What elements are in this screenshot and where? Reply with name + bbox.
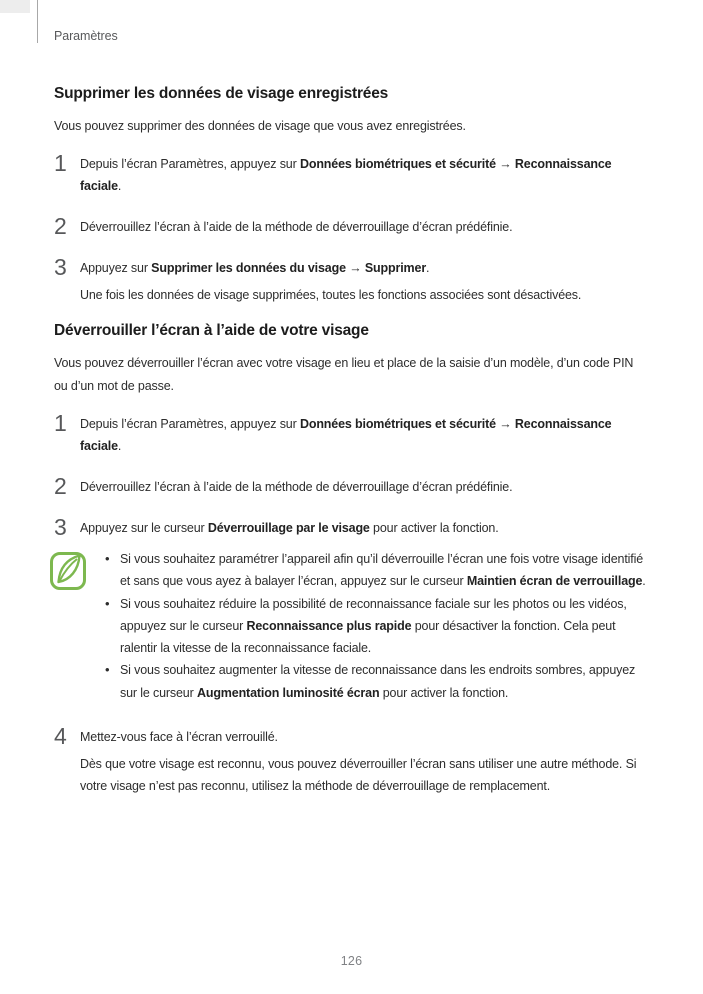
section-title: Supprimer les données de visage enregistrées bbox=[54, 85, 389, 102]
section-unlock-with-face bbox=[54, 321, 648, 797]
step-body bbox=[80, 214, 648, 238]
bullet-dot: • bbox=[105, 595, 110, 611]
step-body bbox=[80, 151, 648, 197]
step-item bbox=[54, 724, 648, 797]
step-text: Depuis l’écran Paramètres, appuyez sur Données biométriques et sécurité → Reconnaissance faciale. bbox=[80, 417, 612, 453]
note-leaf-icon bbox=[50, 552, 86, 590]
step-body bbox=[80, 724, 648, 797]
page-content bbox=[54, 78, 648, 797]
page-footer bbox=[0, 952, 703, 970]
step-number: 3 bbox=[54, 254, 67, 280]
step-result-text: Dès que votre visage est reconnu, vous pouvez déverrouiller l’écran sans utiliser une autre méthode. Si votre visage n’est pas reconnu, utilisez la méthode de déverrouillage de remplacement. bbox=[80, 757, 637, 794]
step-result-text: Une fois les données de visage supprimées, toutes les fonctions associées sont désactivées. bbox=[80, 288, 582, 302]
note-bullet bbox=[105, 659, 648, 704]
step-item bbox=[54, 474, 648, 498]
step-text: Depuis l’écran Paramètres, appuyez sur Données biométriques et sécurité → Reconnaissance faciale. bbox=[80, 157, 612, 193]
step-item bbox=[54, 411, 648, 457]
running-header bbox=[37, 0, 118, 43]
step-number: 4 bbox=[54, 723, 67, 750]
step-item bbox=[54, 214, 648, 238]
step-body bbox=[80, 411, 648, 457]
step-list bbox=[54, 411, 648, 539]
running-header-title: Paramètres bbox=[54, 28, 118, 43]
bullet-dot: • bbox=[105, 551, 110, 566]
step-body bbox=[80, 515, 648, 539]
step-list bbox=[54, 724, 648, 797]
step-item bbox=[54, 515, 648, 539]
step-body bbox=[80, 255, 648, 306]
step-body bbox=[80, 474, 648, 498]
step-text: Mettez-vous face à l’écran verrouillé. bbox=[80, 730, 278, 745]
step-text: Déverrouillez l’écran à l’aide de la méthode de déverrouillage d’écran prédéfinie. bbox=[80, 480, 513, 494]
step-number: 1 bbox=[54, 410, 67, 436]
step-list bbox=[54, 151, 648, 306]
step-text: Appuyez sur le curseur Déverrouillage par le visage pour activer la fonction. bbox=[80, 521, 499, 535]
note-bullet-text: Si vous souhaitez augmenter la vitesse de reconnaissance dans les endroits sombres, appuyez sur le curseur Augmentation luminosité écran pour activer la fonction. bbox=[120, 663, 636, 700]
step-number: 1 bbox=[54, 150, 67, 176]
page-corner-artifact bbox=[0, 0, 30, 13]
page-number: 126 bbox=[340, 954, 363, 968]
section-intro: Vous pouvez supprimer des données de visage que vous avez enregistrées. bbox=[54, 119, 466, 133]
section-intro: Vous pouvez déverrouiller l’écran avec votre visage en lieu et place de la saisie d’un modèle, d’un code PIN ou d’un mot de passe. bbox=[54, 356, 634, 393]
step-number: 3 bbox=[54, 514, 67, 540]
note-bullet-text: Si vous souhaitez réduire la possibilité de reconnaissance faciale sur les photos ou les vidéos, appuyez sur le curseur Reconnaissance plus rapide pour désactiver la fonction. Cela peut ralentir la vitesse de la reconnaissance faciale. bbox=[120, 596, 627, 656]
note-bullet-list bbox=[105, 548, 648, 704]
section-delete-face-data bbox=[54, 84, 648, 306]
step-text: Appuyez sur Supprimer les données du visage → Supprimer. bbox=[80, 261, 430, 275]
note-bullet bbox=[105, 593, 648, 660]
step-number: 2 bbox=[54, 473, 67, 499]
section-title: Déverrouiller l’écran à l’aide de votre visage bbox=[54, 322, 369, 339]
note-block bbox=[54, 548, 648, 704]
step-item bbox=[54, 151, 648, 197]
step-number: 2 bbox=[54, 213, 67, 239]
step-text: Déverrouillez l’écran à l’aide de la méthode de déverrouillage d’écran prédéfinie. bbox=[80, 220, 513, 234]
note-bullet bbox=[105, 548, 648, 593]
note-bullet-text: Si vous souhaitez paramétrer l’appareil afin qu’il déverrouille l’écran une fois votre visage identifié et sans que vous ayez à balayer l’écran, appuyez sur le curseur Maintien écran de verrouillage. bbox=[120, 552, 646, 589]
step-item bbox=[54, 255, 648, 306]
bullet-dot: • bbox=[105, 662, 110, 678]
